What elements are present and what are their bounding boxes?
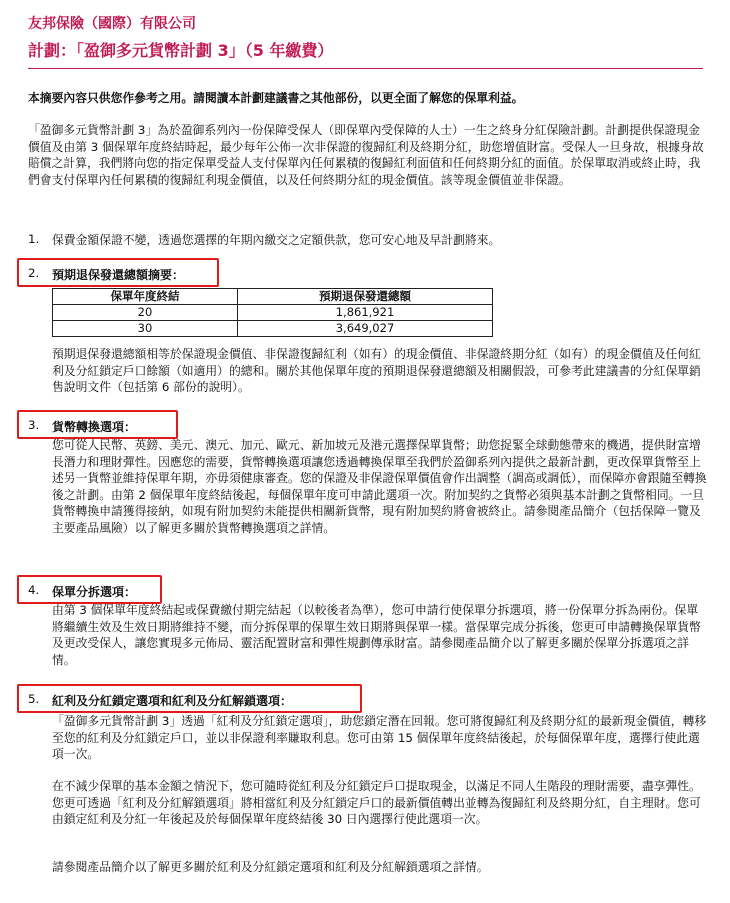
table-header-policy-year: 保單年度終結 <box>53 289 238 305</box>
section-3-text: 您可從人民幣、英鎊、美元、澳元、加元、歐元、新加坡元及港元選擇保單貨幣；助您捉緊全球動態帶來的機遇，提供財富增長潛力和理財彈性。因應您的需要，貨幣轉換選項讓您透過轉換保單至我們於盈御系列內提供之最新計劃，更改保單貨幣至上述另一貨幣並維持保單年期，亦毋須健康審查。您的保證及非保證保單價值會作出調整（調高或調低），而保障亦會跟隨至轉換後之計劃。由第 2 個保單年度終結後起，每個保單年度可申請此選項一次。附加契約之貨幣必須與基本計劃之貨幣相同。一旦貨幣轉換申請獲得接納，如現有附加契約未能提供相關新貨幣，現有附加契約將會被終止。請參閱產品簡介（包括保障一覽及主要產品風險）以了解更多關於貨幣轉換選項之詳情。 <box>52 438 707 535</box>
company-name: 友邦保險（國際）有限公司 <box>28 16 196 32</box>
table-header-row <box>53 289 493 305</box>
plan-intro: 「盈御多元貨幣計劃 3」為於盈御系列內一份保障受保人（即保單內受保障的人士）一生之終身分紅保險計劃。計劃提供保證現金價值及由第 3 個保單年度終結時起，最少每年公佈一次非保證的復歸紅利及終期分紅，助您增值財富。受保人一旦身故，根據身故賠償之計算，我們將向您的指定保單受益人支付保單內任何累積的復歸紅利面值和任何終期分紅的面值。於保單取消或終止時，我們會支付保單內任何累積的復歸紅利現金價值，以及任何終期分紅的現金價值。該等現金價值並非保證。 <box>28 123 704 187</box>
item-1-text: 保費金額保證不變，透過您選擇的年期內繳交之定額供款，您可安心地及早計劃將來。 <box>52 233 501 247</box>
table-cell-amount: 1,861,921 <box>238 305 493 321</box>
section-4-number: 4. <box>28 583 40 597</box>
table-row <box>53 321 493 337</box>
table-header-surrender-total: 預期退保發還總額 <box>238 289 493 305</box>
surrender-value-table <box>52 288 493 337</box>
section-5-paragraph-1: 「盈御多元貨幣計劃 3」透過「紅利及分紅鎖定選項」，助您鎖定潛在回報。您可將復歸紅利及終期分紅的最新現金價值，轉移至您的紅利及分紅鎖定戶口，並以非保證利率賺取利息。您可由第 15 個保單年度終結後起，於每個保單年度，選擇行使此選項一次。 <box>52 714 707 761</box>
section-5-title: 紅利及分紅鎖定選項和紅利及分紅解鎖選項： <box>52 694 293 708</box>
section-2-title: 預期退保發還總額摘要： <box>52 268 185 282</box>
section-4-text: 由第 3 個保單年度終結起或保費繳付期完結起（以較後者為準），您可申請行使保單分拆選項，將一份保單分拆為兩份。保單將繼續生效及生效日期將維持不變，而分拆保單的保單生效日期將與保單一樣。當保單完成分拆後，您更可申請轉換保單貨幣及更改受保人，讓您實現多元佈局、靈活配置財富和彈性規劃傳承財富。請參閱產品簡介以了解更多關於保單分拆選項之詳情。 <box>52 603 701 667</box>
section-5-paragraph-3: 請參閱產品簡介以了解更多關於紅利及分紅鎖定選項和紅利及分紅解鎖選項之詳情。 <box>52 860 489 874</box>
table-cell-year: 30 <box>53 321 238 337</box>
disclaimer: 本摘要內容只供您作參考之用。請閱讀本計劃建議書之其他部份，以更全面了解您的保單利益。 <box>28 91 524 105</box>
item-1-number: 1. <box>28 232 40 246</box>
table-row <box>53 305 493 321</box>
section-4-title: 保單分拆選項： <box>52 585 137 599</box>
section-2-text: 預期退保發還總額相等於保證現金價值、非保證復歸紅利（如有）的現金價值、非保證終期分紅（如有）的現金價值及任何紅利及分紅鎖定戶口餘額（如適用）的總和。關於其他保單年度的預期退保發還總額及相關假設，可參考此建議書的分紅保單銷售說明文件（包括第 6 部份的說明）。 <box>52 347 701 394</box>
table-cell-year: 20 <box>53 305 238 321</box>
table-cell-amount: 3,649,027 <box>238 321 493 337</box>
header-divider <box>28 68 703 69</box>
plan-title: 計劃：「盈御多元貨幣計劃 3」（5 年繳費） <box>28 41 334 60</box>
section-2-number: 2. <box>28 266 40 280</box>
section-3-number: 3. <box>28 418 40 432</box>
section-5-number: 5. <box>28 692 40 706</box>
section-5-paragraph-2: 在不減少保單的基本金額之情況下，您可隨時從紅利及分紅鎖定戶口提取現金，以滿足不同人生階段的理財需要，盡享彈性。您更可透過「紅利及分紅解鎖選項」將相當紅利及分紅鎖定戶口的最新價值轉出並轉為復歸紅利及終期分紅，自主理財。您可由鎖定紅利及分紅一年後起及於每個保單年度終結後 30 日內選擇行使此選項一次。 <box>52 779 701 826</box>
section-3-title: 貨幣轉換選項： <box>52 420 137 434</box>
